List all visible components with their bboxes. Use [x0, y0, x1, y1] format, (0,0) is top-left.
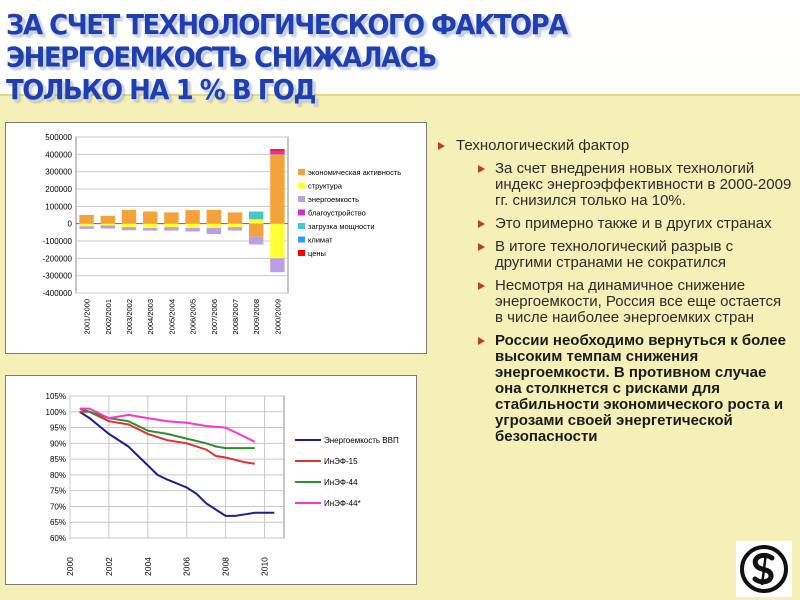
slide-title-line-2: ТОЛЬКО НА 1 % В ГОД	[6, 74, 316, 107]
bar-segment	[270, 224, 284, 259]
y-tick-label: 500000	[45, 133, 72, 142]
x-tick-label: 2007/2006	[209, 299, 219, 335]
bar-segment	[270, 151, 284, 154]
bar-segment	[270, 154, 284, 223]
bar-segment	[249, 219, 263, 223]
x-tick-label: 2006	[181, 557, 192, 576]
y-tick-label: 75%	[49, 486, 66, 496]
bar-segment	[164, 212, 178, 223]
legend-swatch	[298, 250, 305, 256]
bullet-item: В итоге технологический разрыв с другими странами не сократился	[476, 239, 792, 271]
legend-label: ИнЭФ-15	[324, 457, 358, 466]
bar-segment	[101, 225, 115, 228]
legend-label: Энергоемкость ВВП	[324, 436, 399, 445]
legend-swatch	[298, 237, 305, 243]
legend-swatch	[298, 223, 305, 229]
bullet-item: Это примерно также и в других странах	[476, 216, 792, 232]
stacked-bar-chart	[5, 122, 427, 354]
line-chart-svg	[6, 376, 418, 586]
x-tick-label: 2000/2009	[273, 299, 283, 335]
bar-segment	[164, 227, 178, 230]
legend-label: ИнЭФ-44	[324, 478, 358, 487]
x-tick-label: 2001/2000	[82, 299, 92, 335]
y-tick-label: -200000	[42, 254, 72, 264]
bar-segment	[79, 215, 93, 224]
bar-segment	[185, 228, 199, 231]
x-tick-label: 2002/2001	[103, 299, 113, 335]
legend-label: благоустройство	[308, 208, 366, 218]
bar-segment	[249, 224, 263, 237]
y-tick-label: 60%	[49, 534, 66, 543]
bar-segment	[207, 228, 221, 234]
bar-segment	[143, 212, 157, 224]
bullet-heading: Технологический фактор	[436, 138, 792, 154]
x-tick-label: 2003/2002	[125, 299, 134, 335]
x-tick-label: 2004	[142, 557, 153, 576]
bar-segment	[185, 224, 199, 228]
legend-swatch	[298, 196, 305, 202]
bar-segment	[249, 237, 263, 245]
bar-segment	[101, 224, 115, 226]
x-tick-label: 2006/2005	[188, 299, 198, 335]
sub-bullet-list	[476, 161, 792, 445]
y-tick-label: 200000	[45, 185, 72, 194]
legend-label: структура	[308, 181, 342, 191]
y-tick-label: 85%	[49, 455, 66, 465]
bar-segment	[207, 224, 221, 228]
bar-segment	[270, 258, 284, 272]
y-tick-label: 400000	[45, 150, 72, 160]
y-tick-label: 80%	[49, 470, 66, 480]
x-tick-label: 2000	[65, 557, 75, 576]
bar-segment	[79, 224, 93, 227]
legend-label: климат	[308, 235, 333, 245]
y-tick-label: 100000	[45, 202, 72, 212]
bullet-list	[436, 138, 792, 452]
x-tick-label: 2005/2004	[167, 299, 177, 335]
y-tick-label: 70%	[49, 502, 66, 512]
bar-segment	[228, 224, 242, 227]
y-tick-label: 90%	[49, 439, 66, 449]
legend-label: энергоемкость	[308, 195, 360, 204]
company-logo	[736, 541, 792, 597]
bar-segment	[122, 210, 136, 224]
x-tick-label: 2010	[259, 557, 270, 576]
bar-segment	[249, 212, 263, 220]
x-tick-label: 2008	[220, 557, 231, 576]
y-tick-label: 300000	[45, 167, 72, 177]
bar-segment	[228, 227, 242, 230]
y-tick-label: 100%	[45, 407, 66, 417]
line-chart	[5, 375, 417, 585]
legend-swatch	[298, 210, 305, 216]
bar-segment	[143, 224, 157, 228]
legend-label: экономическая активность	[308, 168, 402, 177]
bar-segment	[122, 224, 136, 227]
legend-label: ИнЭФ-44*	[324, 499, 361, 508]
stacked-bar-chart-svg	[6, 123, 428, 355]
y-tick-label: -300000	[42, 271, 72, 281]
legend-label: загрузка мощности	[308, 222, 375, 231]
bar-segment	[79, 226, 93, 229]
legend-swatch	[298, 169, 305, 175]
bar-segment	[185, 210, 199, 224]
slide-title-line-1: ЗА СЧЕТ ТЕХНОЛОГИЧЕСКОГО ФАКТОРА ЭНЕРГОЕМКОСТЬ СНИЖАЛАСЬ	[6, 9, 567, 74]
x-tick-label: 2008/2007	[231, 299, 240, 335]
bar-segment	[270, 149, 284, 151]
y-tick-label: 65%	[49, 518, 66, 528]
slide-title	[6, 10, 786, 108]
bar-segment	[228, 212, 242, 223]
bullet-item-conclusion: России необходимо вернуться к более высоким темпам снижения энергоемкости. В противном случае она столкнется с рисками для стабильности экономического роста и угрозами своей энергетической безопасности	[476, 333, 792, 445]
bar-segment	[122, 227, 136, 230]
legend-swatch	[298, 183, 305, 189]
bullet-item: За счет внедрения новых технологий индекс энергоэффективности в 2000-2009 гг. снизился только на 10%.	[476, 161, 792, 209]
logo-icon	[736, 541, 792, 597]
bar-segment	[164, 224, 178, 227]
bar-segment	[143, 228, 157, 231]
y-tick-label: 105%	[45, 392, 66, 401]
y-tick-label: -400000	[42, 289, 72, 298]
bar-segment	[101, 216, 115, 224]
y-tick-label: -100000	[42, 237, 72, 246]
legend-label: цены	[308, 249, 326, 258]
bar-segment	[207, 210, 221, 224]
x-tick-label: 2004/2003	[146, 299, 156, 335]
bullet-item: Несмотря на динамичное снижение энергоемкости, Россия все еще остается в числе наиболее энергоемких стран	[476, 278, 792, 326]
x-tick-label: 2009/2008	[252, 299, 262, 335]
y-tick-label: 95%	[49, 423, 66, 433]
x-tick-label: 2002	[103, 557, 114, 576]
y-tick-label: 0	[67, 219, 72, 229]
